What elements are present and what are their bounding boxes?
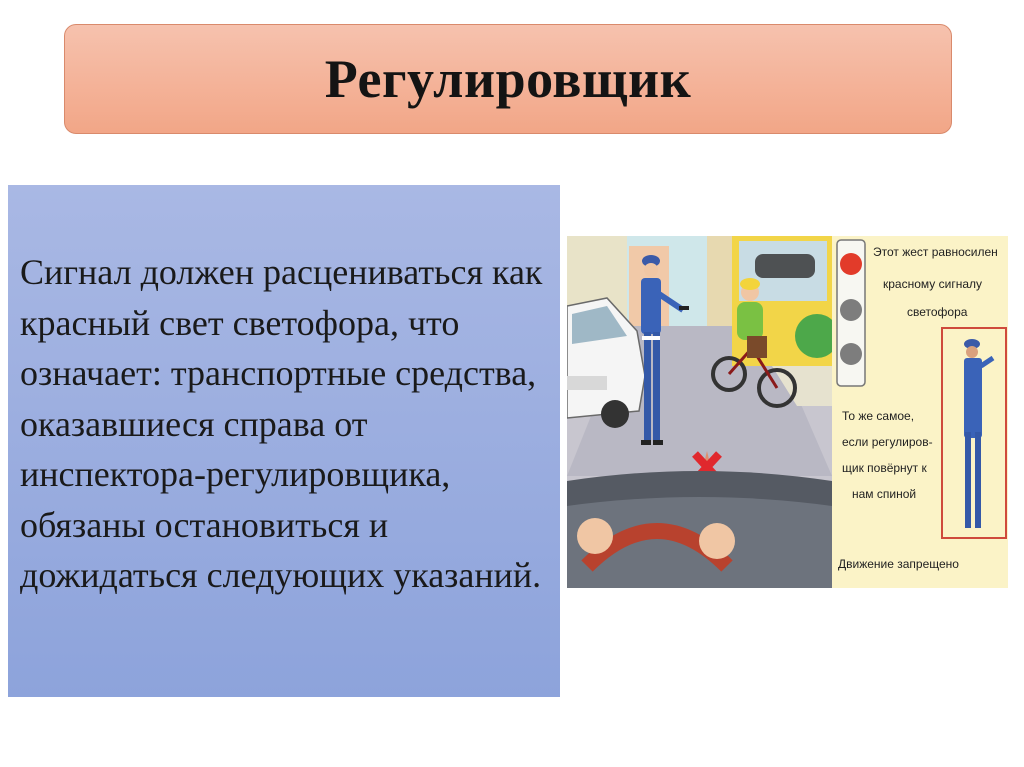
caption-middle-1: То же самое, <box>842 409 915 423</box>
street-scene <box>567 236 839 588</box>
body-text-box <box>8 185 560 697</box>
caption-bottom: Движение запрещено <box>838 557 959 571</box>
caption-middle-4: нам спиной <box>852 487 917 501</box>
body-text: Сигнал должен расцениваться как красный свет светофора, что означает: транспортные средства, оказавшиеся справа от инспектора-регулировщика, обязаны остановиться и дожидаться следующих указаний. <box>20 252 543 595</box>
info-panel <box>832 236 1008 588</box>
title-banner <box>64 24 952 134</box>
slide-title: Регулировщик <box>324 49 692 109</box>
caption-middle-2: если регулиров- <box>842 435 933 449</box>
traffic-controller-illustration <box>567 236 1008 588</box>
caption-top-2: красному сигналу <box>883 277 982 291</box>
caption-top-1: Этот жест равносилен <box>873 245 998 259</box>
traffic-light-icon <box>837 240 865 386</box>
caption-top-3: светофора <box>907 305 968 319</box>
caption-middle-3: щик повёрнут к <box>842 461 927 475</box>
